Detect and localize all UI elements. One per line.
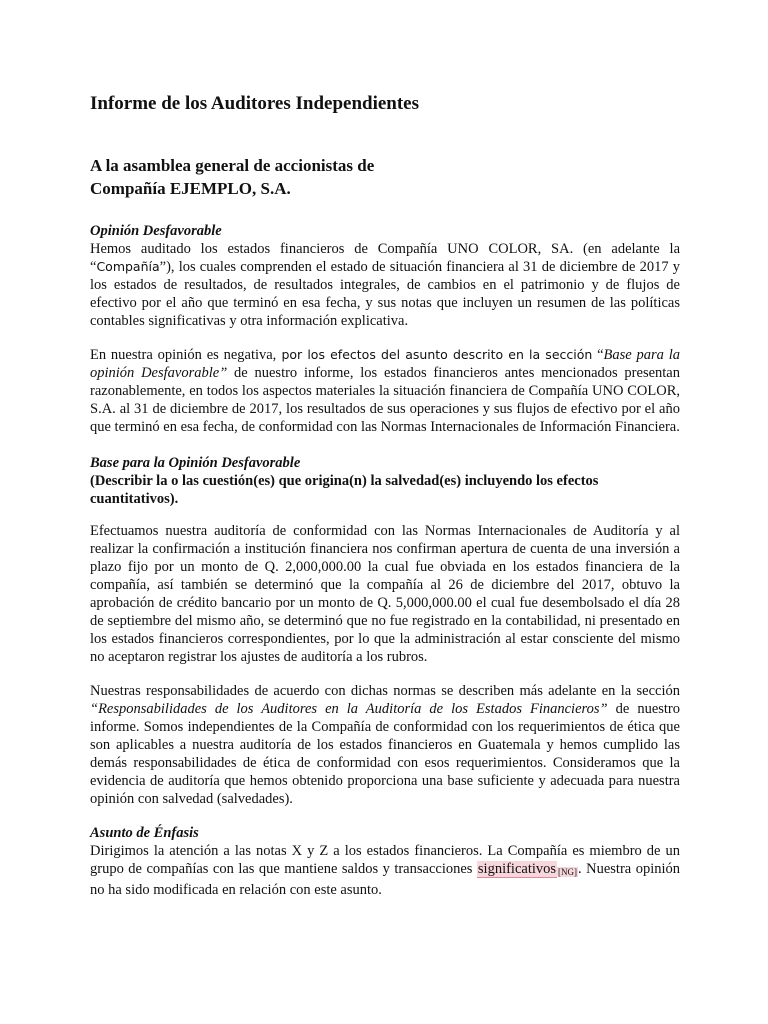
- emphasis-paragraph: [90, 842, 680, 899]
- addressee-line-1: A la asamblea general de accionistas de: [90, 156, 375, 175]
- text-span: de nuestro informe. Somos independientes de la Compañía de conformidad con los requerimientos de ética que son aplicables a nuestra auditoría de los estados financieros en Guatemala y hemos cumplido las demás responsabilidades de ética de conformidad con esos requerimientos. Consideramos que la evidencia de auditoría que hemos obtenido proporciona una base suficiente y adecuada para nuestra opinión con salvedad (salvedades).: [90, 701, 680, 807]
- opinion-heading: Opinión Desfavorable: [90, 223, 222, 239]
- comment-marker[interactable]: [NG]: [558, 867, 578, 877]
- text-span: Hemos auditado los estados financieros de Compañía UNO COLOR, SA. (en adelante la “: [90, 241, 680, 275]
- document-body: [90, 92, 680, 915]
- report-title: Informe de los Auditores Independientes: [90, 93, 420, 114]
- text-span: “Responsabilidades de los Auditores en la Auditoría de los Estados Financieros”: [90, 701, 608, 717]
- text-span: Base para la opinión Desfavorable”: [90, 347, 681, 381]
- basis-instruction-note: (Describir la o las cuestión(es) que origina(n) la salvedad(es) incluyendo los efectos cuantitativos).: [90, 473, 599, 507]
- text-span: “: [592, 347, 604, 363]
- text-span: Dirigimos la atención a las notas X y Z a los estados financieros. La Compañía es miembro de un grupo de compañías con las que mantiene saldos y transacciones: [90, 843, 680, 877]
- text-span: En nuestra opinión es negativa,: [90, 347, 277, 363]
- text-span: de nuestro informe, los estados financieros antes mencionados presentan razonablemente, en todos los aspectos materiales la situación financiera de Compañía UNO COLOR, S.A. al 31 de diciembre de 2017, los resultados de sus operaciones y sus flujos de efectivo por el año que terminó en esa fecha, de conformidad con las Normas Internacionales de Información Financiera.: [90, 365, 680, 435]
- text-span: . Nuestra opinión no ha sido modificada en relación con este asunto.: [90, 861, 681, 898]
- text-span: el estado de situación financiera al 31 de diciembre de 2017 y los estados de resultados, de resultados integrales, de cambios en el patrimonio y de flujos de efectivo por el año que terminó en esa fecha, y sus notas que incluyen un resumen de las políticas contables significativas y otra información explicativa.: [90, 259, 680, 329]
- text-span: Nuestras responsabilidades de acuerdo con dichas normas se describen más adelante en la sección: [90, 683, 680, 699]
- text-span: Compañía: [96, 259, 160, 274]
- opinion-paragraph-1: [90, 240, 680, 330]
- basis-paragraph-2: [90, 682, 680, 808]
- comment-highlight[interactable]: significativos: [477, 861, 557, 877]
- opinion-paragraph-2: [90, 346, 680, 436]
- emphasis-heading: Asunto de Énfasis: [90, 825, 199, 841]
- text-span: por los efectos del asunto descrito en la sección: [276, 347, 593, 362]
- basis-paragraph-1: Efectuamos nuestra auditoría de conformidad con las Normas Internacionales de Auditoría y al realizar la confirmación a institución financiera nos confirman apertura de cuenta de una inversión a plazo fijo por un monto de Q. 2,000,000.00 la cual fue obviada en los estados financiera de la compañía, así también se determinó que la compañía al 26 de diciembre del 2017, obtuvo la aprobación de crédito bancario por un monto de Q. 5,000,000.00 el cual fue desembolsado el día 28 de septiembre del mismo año, se determinó que no fue registrado en la contabilidad, ni presentado en los estados financieros correspondientes, por lo que la administración al estar consciente del mismo no aceptaron registrar los ajustes de auditoría a los rubros.: [90, 523, 680, 665]
- addressee-block: [90, 154, 680, 200]
- basis-heading: Base para la Opinión Desfavorable: [90, 455, 301, 471]
- addressee-line-2: Compañía EJEMPLO, S.A.: [90, 179, 291, 198]
- text-span: ”), los cuales comprenden: [159, 259, 312, 275]
